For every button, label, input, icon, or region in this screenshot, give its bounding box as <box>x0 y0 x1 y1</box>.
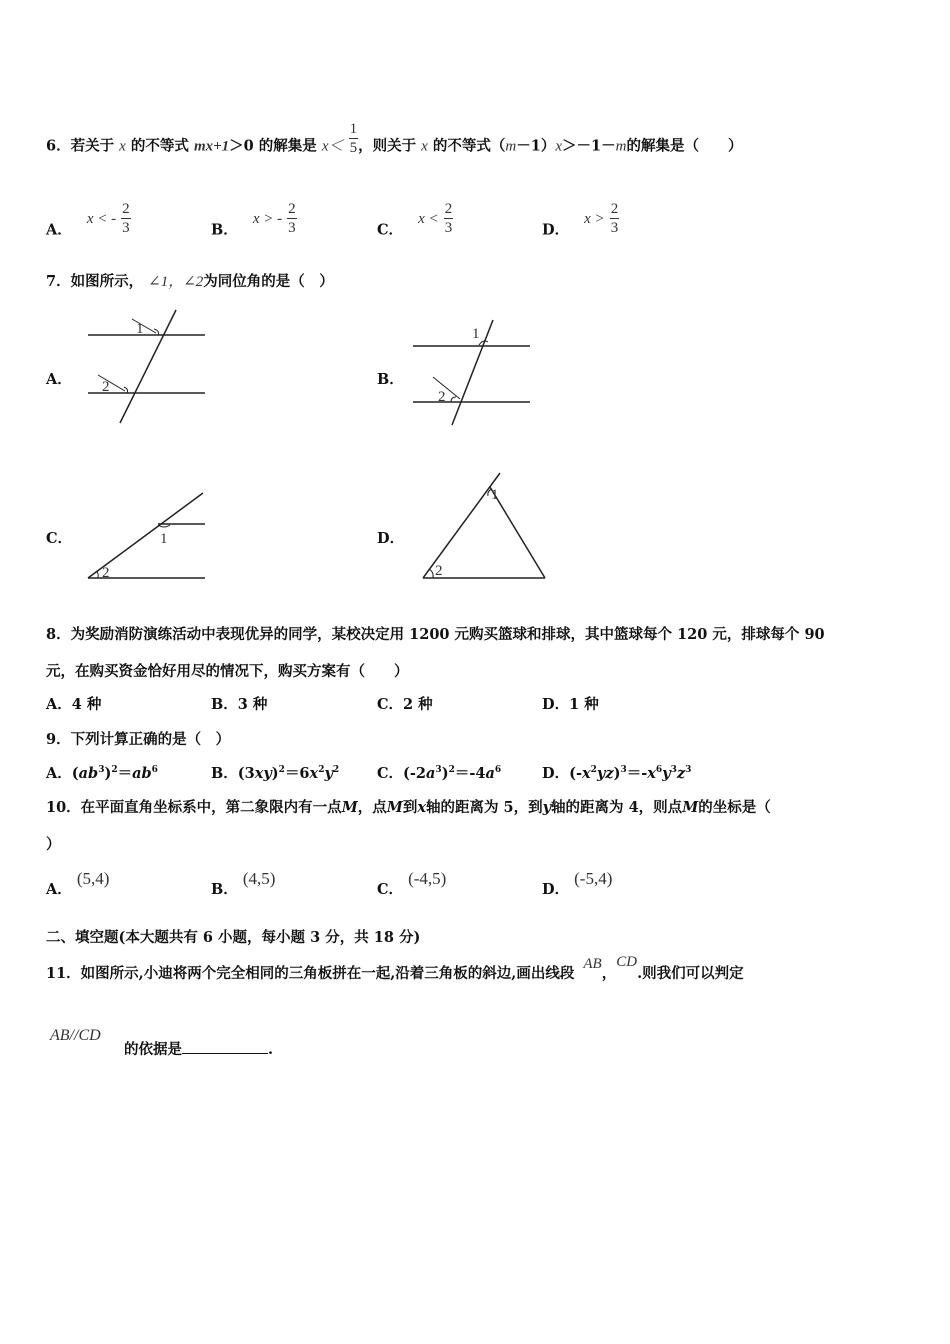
q10-option-d[interactable]: D． (-5,4) <box>542 869 613 898</box>
q7b-angle-2: 2 <box>438 389 446 405</box>
q9-option-a[interactable]: A．$(ab^3)^2=ab^6$ <box>46 765 158 782</box>
q7-figure-b <box>405 315 540 430</box>
q6-option-b[interactable]: B． x > - $\frac{2}{3}$ <box>211 201 296 239</box>
q8-option-d[interactable]: D．1 种 <box>542 696 599 713</box>
q7a-angle-2: 2 <box>102 379 110 395</box>
q9-option-c[interactable]: C．$(-2a^3)^2=-4a^6$ <box>377 765 502 782</box>
q6-option-c[interactable]: C． x < $\frac{2}{3}$ <box>377 201 453 239</box>
section-title: 二、填空题(本大题共有 6 小题，每小题 3 分，共 18 分) <box>46 929 421 946</box>
q8-option-c[interactable]: C．2 种 <box>377 696 433 713</box>
q9-option-b[interactable]: B．$(3xy)^2=6x^2y^2$ <box>211 765 340 782</box>
q7c-angle-1: 1 <box>160 531 168 547</box>
q7-figure-a <box>80 305 215 430</box>
q11-stem-line1: 11．如图所示,小迪将两个完全相同的三角板拼在一起,沿着三角板的斜边,画出线段 AB，CD.则我们可以判定 <box>46 954 744 982</box>
q10-option-b[interactable]: B． (4,5) <box>211 869 276 898</box>
q7d-angle-1: 1 <box>491 487 499 503</box>
q6-option-d[interactable]: D． x > $\frac{2}{3}$ <box>542 201 619 239</box>
q7c-angle-2: 2 <box>102 565 110 581</box>
q6-option-a[interactable]: A． x < - $\frac{2}{3}$ <box>46 201 130 239</box>
q11-stem-line2: 的依据是 . <box>124 1041 274 1058</box>
q7-option-c[interactable]: C． <box>46 530 73 547</box>
q11-parallel-expr: AB//CD <box>50 1027 101 1044</box>
q7b-angle-1: 1 <box>472 326 480 342</box>
q7-figure-c <box>80 485 215 585</box>
q9-stem: 9．下列计算正确的是（ ） <box>46 731 231 748</box>
q10-stem-line2: ） <box>46 836 61 853</box>
q7-option-b[interactable]: B． <box>377 371 404 388</box>
q10-option-c[interactable]: C． (-4,5) <box>377 869 447 898</box>
q6-stem: 6．若关于 x 的不等式 mx+1＞0 的解集是 x＜ $\frac{1}{5}$ ，则关于 x 的不等式（m－1）x＞－1－m的解集是（ ） <box>46 121 743 156</box>
q7d-angle-2: 2 <box>435 563 443 579</box>
q7-stem: 7．如图所示， ∠1，∠2为同位角的是（ ） <box>46 273 334 290</box>
q6-fraction: $\frac{1}{5}$ <box>349 121 358 156</box>
q10-option-a[interactable]: A． (5,4) <box>46 869 110 898</box>
q8-stem-line1: 8．为奖励消防演练活动中表现优异的同学，某校决定用 1200 元购买篮球和排球，其中篮球每个 120 元，排球每个 90 <box>46 626 825 643</box>
q7-option-d[interactable]: D． <box>377 530 405 547</box>
q8-option-a[interactable]: A．4 种 <box>46 696 102 713</box>
q7a-angle-1: 1 <box>136 321 144 337</box>
q7-option-a[interactable]: A． <box>46 371 72 388</box>
answer-blank[interactable] <box>182 1039 268 1054</box>
q8-option-b[interactable]: B．3 种 <box>211 696 268 713</box>
q8-stem-line2: 元，在购买资金恰好用尽的情况下，购买方案有（ ） <box>46 663 409 680</box>
q10-stem-line1: 10．在平面直角坐标系中，第二象限内有一点M，点M到x轴的距离为 5，到y轴的距离为 4，则点M的坐标是（ <box>46 799 771 816</box>
q9-option-d[interactable]: D．$(-x^2yz)^3=-x^6y^3z^3$ <box>542 765 692 782</box>
q7-figure-d <box>415 465 555 585</box>
